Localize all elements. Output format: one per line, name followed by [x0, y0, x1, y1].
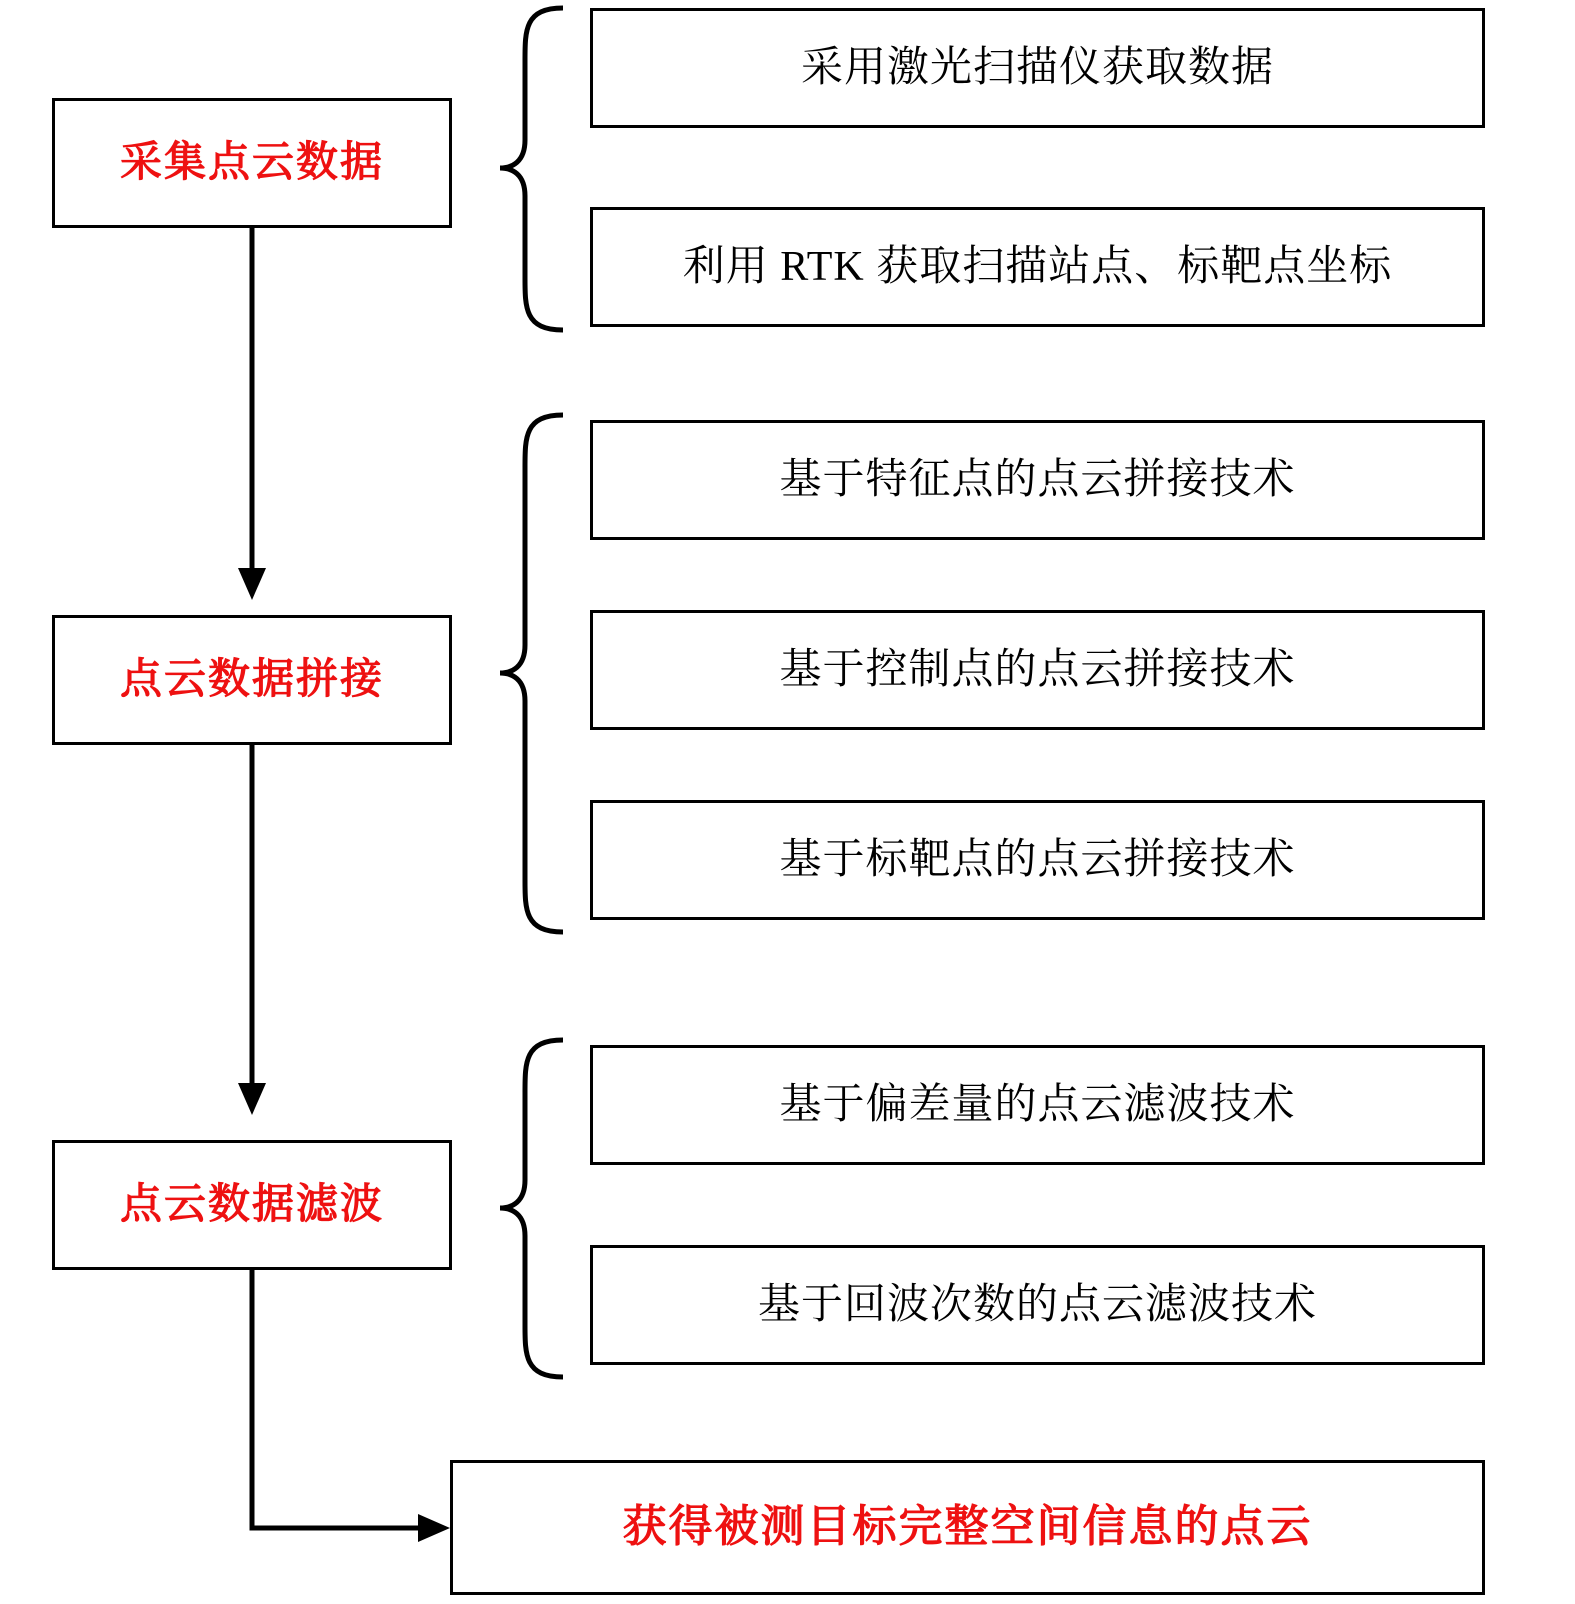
detail-label-2-1: 基于特征点的点云拼接技术: [779, 456, 1296, 503]
detail-label-1-1: 采用激光扫描仪获取数据: [800, 44, 1274, 91]
result-box[interactable]: [450, 1460, 1485, 1595]
arrow-head-3: [418, 1514, 450, 1542]
detail-box-2-3[interactable]: [590, 800, 1485, 920]
detail-box-2-1[interactable]: [590, 420, 1485, 540]
brace-stage-3: [500, 1040, 563, 1377]
result-label: 获得被测目标完整空间信息的点云: [622, 1502, 1313, 1552]
detail-label-1-2: 利用 RTK 获取扫描站点、标靶点坐标: [682, 243, 1393, 290]
detail-label-2-2: 基于控制点的点云拼接技术: [779, 646, 1296, 693]
stage-box-1[interactable]: [52, 98, 452, 228]
stage-box-2[interactable]: [52, 615, 452, 745]
detail-label-3-2: 基于回波次数的点云滤波技术: [757, 1281, 1317, 1328]
detail-box-1-2[interactable]: [590, 207, 1485, 327]
arrow-head-2: [238, 1083, 266, 1115]
arrow-line-3: [252, 1270, 425, 1528]
arrow-head-1: [238, 568, 266, 600]
detail-box-3-2[interactable]: [590, 1245, 1485, 1365]
detail-box-2-2[interactable]: [590, 610, 1485, 730]
brace-stage-2: [500, 415, 563, 932]
detail-box-3-1[interactable]: [590, 1045, 1485, 1165]
stage-label-1: 采集点云数据: [119, 139, 384, 186]
detail-label-3-1: 基于偏差量的点云滤波技术: [779, 1081, 1296, 1128]
stage-box-3[interactable]: [52, 1140, 452, 1270]
detail-box-1-1[interactable]: [590, 8, 1485, 128]
detail-label-2-3: 基于标靶点的点云拼接技术: [779, 836, 1296, 883]
stage-label-2: 点云数据拼接: [119, 656, 384, 703]
stage-label-3: 点云数据滤波: [119, 1181, 384, 1228]
brace-stage-1: [500, 8, 563, 330]
